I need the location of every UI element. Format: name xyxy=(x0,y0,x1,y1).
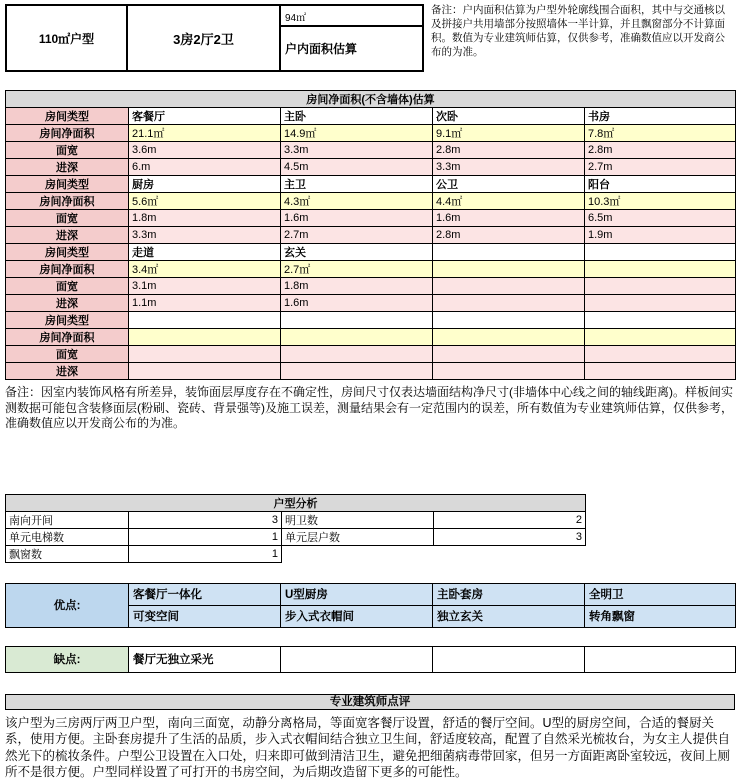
pros-item: 主卧套房 xyxy=(433,583,585,605)
pros-item: U型厨房 xyxy=(281,583,433,605)
cell: 14.9㎡ xyxy=(281,125,433,142)
table-row xyxy=(6,346,736,363)
cell: 书房 xyxy=(585,108,736,125)
unit-size-cell: 110㎡户型 xyxy=(5,4,128,72)
cell: 6.5m xyxy=(585,210,736,227)
cell: 2.7㎡ xyxy=(281,261,433,278)
cell: 2.7m xyxy=(281,227,433,244)
cell xyxy=(281,346,433,363)
cell xyxy=(281,329,433,346)
table-row xyxy=(6,159,736,176)
cell: 次卧 xyxy=(433,108,585,125)
cell xyxy=(129,363,281,380)
row-label: 进深 xyxy=(6,159,129,176)
cell: 走道 xyxy=(129,244,281,261)
cell: 2.8m xyxy=(585,142,736,159)
cell: 4.3㎡ xyxy=(281,193,433,210)
analysis-title: 户型分析 xyxy=(6,494,586,511)
cell xyxy=(433,261,585,278)
cell: 4.5m xyxy=(281,159,433,176)
cell xyxy=(585,278,736,295)
table-row xyxy=(6,261,736,278)
pros-item: 步入式衣帽间 xyxy=(281,605,433,627)
cell xyxy=(585,244,736,261)
cell xyxy=(585,329,736,346)
row-label: 面宽 xyxy=(6,278,129,295)
analysis-label: 飘窗数 xyxy=(6,545,129,562)
cell xyxy=(433,278,585,295)
cell: 3.3m xyxy=(281,142,433,159)
layout-cell: 3房2厅2卫 xyxy=(126,4,281,72)
cell: 主卫 xyxy=(281,176,433,193)
cell xyxy=(281,363,433,380)
area-table-footnote: 备注：因室内装饰风格有所差异，装饰面层厚度存在不确定性，房间尺寸仅表达墙面结构净尺寸(非墙体中心线之间的轴线距离)。样板间实测数据可能包含装修面层(粉刷、瓷砖、背景强等)及施工误差，测量结果会有一定范围内的误差，所有数值为专业建筑师估算，仅供参考，准确数值应以开发商公布的为准。 xyxy=(5,385,733,431)
table-row xyxy=(6,545,586,562)
table-row xyxy=(6,142,736,159)
analysis-value: 3 xyxy=(129,511,282,528)
area-table-title: 房间净面积(不含墙体)估算 xyxy=(6,91,736,108)
pros-item: 独立玄关 xyxy=(433,605,585,627)
review-text: 该户型为三房两厅两卫户型，南向三面宽，动静分离格局，等面宽客餐厅设置，舒适的餐厅空间。U型的厨房空间，合适的餐厨关系，使用方便。主卧套房提升了生活的品质，步入式衣帽间结合独立卫生间，舒适度较高，配置了自然采光梳妆台，为女主人提供自然光下的梳妆条件。户型公卫设置在入口处，归来即可做到清洁卫生，避免把细菌病毒带回家，但另一方面距离卧室较远，夜间上厕所不是很方便。户型同样设置了可打开的书房空间，为后期改造留下更多的可能性。 xyxy=(5,715,731,780)
cons-item xyxy=(585,646,736,672)
cell: 1.6m xyxy=(281,210,433,227)
cell: 2.8m xyxy=(433,142,585,159)
table-row xyxy=(6,363,736,380)
table-row xyxy=(6,227,736,244)
cell xyxy=(433,346,585,363)
cell xyxy=(129,312,281,329)
analysis-value: 1 xyxy=(129,545,282,562)
row-label: 房间类型 xyxy=(6,244,129,261)
analysis-label: 单元电梯数 xyxy=(6,528,129,545)
table-row xyxy=(6,329,736,346)
cell: 3.3m xyxy=(129,227,281,244)
row-label: 房间净面积 xyxy=(6,193,129,210)
row-label: 进深 xyxy=(6,295,129,312)
cell: 9.1㎡ xyxy=(433,125,585,142)
cell xyxy=(433,312,585,329)
table-row xyxy=(6,511,586,528)
row-label: 房间类型 xyxy=(6,108,129,125)
row-label: 房间类型 xyxy=(6,176,129,193)
cell: 3.6m xyxy=(129,142,281,159)
empty-cell xyxy=(282,545,434,562)
analysis-value: 2 xyxy=(434,511,586,528)
analysis-label: 单元层户数 xyxy=(282,528,434,545)
cell xyxy=(433,329,585,346)
empty-cell xyxy=(434,545,586,562)
row-label: 面宽 xyxy=(6,210,129,227)
area-estimate-box xyxy=(279,4,424,72)
architect-review xyxy=(5,694,735,781)
cell xyxy=(433,363,585,380)
cell: 公卫 xyxy=(433,176,585,193)
table-row xyxy=(6,210,736,227)
row-label: 面宽 xyxy=(6,346,129,363)
table-row xyxy=(6,528,586,545)
pros-item: 转角飘窗 xyxy=(585,605,736,627)
cell: 3.3m xyxy=(433,159,585,176)
cell: 1.8m xyxy=(129,210,281,227)
cell xyxy=(585,295,736,312)
row-label: 房间类型 xyxy=(6,312,129,329)
cell: 6.m xyxy=(129,159,281,176)
table-row xyxy=(6,583,736,605)
table-row xyxy=(6,295,736,312)
cell xyxy=(129,329,281,346)
analysis-label: 明卫数 xyxy=(282,511,434,528)
cell: 7.8㎡ xyxy=(585,125,736,142)
cell xyxy=(433,244,585,261)
cell xyxy=(585,261,736,278)
cell: 阳台 xyxy=(585,176,736,193)
cons-table xyxy=(5,646,736,673)
cons-label: 缺点: xyxy=(6,646,129,672)
cell: 3.1m xyxy=(129,278,281,295)
row-label: 房间净面积 xyxy=(6,329,129,346)
table-row xyxy=(6,278,736,295)
cell: 4.4㎡ xyxy=(433,193,585,210)
area-estimate-label: 户内面积估算 xyxy=(285,42,358,56)
cell: 1.6m xyxy=(281,295,433,312)
cell xyxy=(433,295,585,312)
table-row xyxy=(6,646,736,672)
top-note: 备注：户内面积估算为户型外轮廓线围合面积，其中与交通核以及拼接户共用墙部分按照墙体一半计算，并且飘窗部分不计算面积。数值为专业建筑师估算，仅供参考，准确数值应以开发商公布的为准。 xyxy=(431,4,725,58)
cell xyxy=(129,346,281,363)
analysis-table xyxy=(5,494,586,563)
cell: 2.7m xyxy=(585,159,736,176)
cons-item xyxy=(281,646,433,672)
room-area-table xyxy=(5,90,736,380)
cell: 客餐厅 xyxy=(129,108,281,125)
cell xyxy=(281,312,433,329)
table-row xyxy=(6,244,736,261)
cell xyxy=(585,312,736,329)
table-row xyxy=(6,312,736,329)
top-header xyxy=(5,4,735,72)
analysis-label: 南向开间 xyxy=(6,511,129,528)
cell: 1.1m xyxy=(129,295,281,312)
review-title: 专业建筑师点评 xyxy=(5,694,735,710)
area-table-title-row xyxy=(6,91,736,108)
table-row xyxy=(6,176,736,193)
cons-item xyxy=(433,646,585,672)
table-row xyxy=(6,125,736,142)
analysis-value: 1 xyxy=(129,528,282,545)
cell: 3.4㎡ xyxy=(129,261,281,278)
cell: 1.8m xyxy=(281,278,433,295)
pros-table xyxy=(5,583,736,628)
cell: 2.8m xyxy=(433,227,585,244)
row-label: 房间净面积 xyxy=(6,261,129,278)
row-label: 房间净面积 xyxy=(6,125,129,142)
pros-item: 可变空间 xyxy=(129,605,281,627)
analysis-value: 3 xyxy=(434,528,586,545)
row-label: 面宽 xyxy=(6,142,129,159)
cell: 1.6m xyxy=(433,210,585,227)
row-label: 进深 xyxy=(6,227,129,244)
table-row xyxy=(6,193,736,210)
gross-area-value: 94㎡ xyxy=(281,6,422,27)
pros-label: 优点: xyxy=(6,583,129,627)
cell: 厨房 xyxy=(129,176,281,193)
cell: 5.6㎡ xyxy=(129,193,281,210)
cell: 主卧 xyxy=(281,108,433,125)
cell: 21.1㎡ xyxy=(129,125,281,142)
pros-item: 客餐厅一体化 xyxy=(129,583,281,605)
table-row xyxy=(6,108,736,125)
cell xyxy=(585,363,736,380)
cell: 玄关 xyxy=(281,244,433,261)
pros-item: 全明卫 xyxy=(585,583,736,605)
cell xyxy=(585,346,736,363)
row-label: 进深 xyxy=(6,363,129,380)
analysis-title-row xyxy=(6,494,586,511)
cell: 1.9m xyxy=(585,227,736,244)
cons-item: 餐厅无独立采光 xyxy=(129,646,281,672)
cell: 10.3㎡ xyxy=(585,193,736,210)
